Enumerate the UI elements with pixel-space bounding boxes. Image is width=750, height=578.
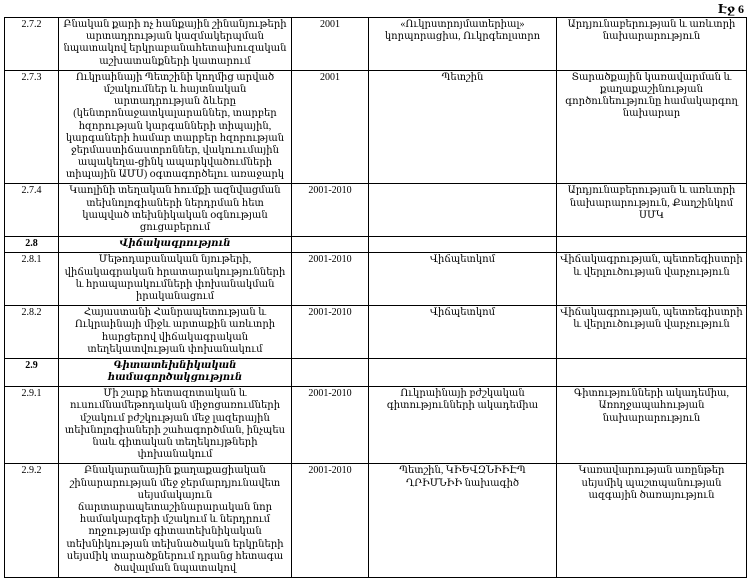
cell-org [369, 237, 557, 253]
cell-num: 2.8.1 [5, 253, 59, 306]
cell-num: 2.9.2 [5, 464, 59, 578]
cell-num: 2.7.3 [5, 70, 59, 184]
cell-year: 2001 [292, 18, 369, 71]
cell-year: 2001-2010 [292, 387, 369, 464]
section-row [5, 237, 747, 253]
cell-desc: Կաոլինի տեղական հումքի ազնվացման տեխնոլոգիաների ներդրման հետ կապված տեխնիկական օգնության ցուցաբերում [59, 184, 292, 237]
cell-resp: Արդյունաբերության և առևտրի նախարարություն [557, 18, 747, 71]
cell-org: Պետշին, ԿԻԵՎԶՆԻԻԷՊ ՂՐԻՄՆԻԻ նախագիծ [369, 464, 557, 578]
cell-desc: Ուկրաինայի Պետշինի կողմից արված մշակումներ և հայտնական արտադրության ձևերը (կենտրոնաջատկալարաններ, տարբեր հզորության կարգանների տիպային, կարգաների համար տարբեր հզորության ջերմաստիճաստրոններ, վակուումային ապակեղա-ցինկ ապարկվածումների տիպային ԱՄՍ) օգտագործելու առաջարկ [59, 70, 292, 184]
cell-year: 2001-2010 [292, 253, 369, 306]
cell-desc: Մեթոդաբանական նյութերի, վիճակագրական հրատարակությունների և հրապարակումների փոխանակման իրականացում [59, 253, 292, 306]
cell-resp: Արդյունաբերության և առևտրի նախարարություն, Քաղշինկոմ ՍՄԿ [557, 184, 747, 237]
table-row [5, 70, 747, 184]
cell-org: Վիճպետկոմ [369, 253, 557, 306]
table-row [5, 18, 747, 71]
table-row [5, 253, 747, 306]
program-table-body [5, 18, 747, 578]
cell-org: Վիճպետկոմ [369, 306, 557, 359]
cell-num: 2.7.2 [5, 18, 59, 71]
cell-org: «Ուկրստրոյմատերիալ» կորպորացիա, Ուկրգեոլստրո [369, 18, 557, 71]
page-number-label: Էջ 6 [718, 2, 744, 16]
cell-year: 2001 [292, 70, 369, 184]
cell-resp: Գիտությունների ակադեմիա, Առողջապահության նախարարություն [557, 387, 747, 464]
table-row [5, 306, 747, 359]
cell-org [369, 358, 557, 386]
cell-resp: Վիճակագրության, պետռեգիստրի և վերլուծության վարչություն [557, 253, 747, 306]
cell-desc: Բնակարանային քաղաքացիական շինարարության մեջ ջերմարդյունավետ սեյսմակայուն ճարտարապետաշինարարական նոր համակարգերի մշակում և ներդրում ողջությամբ գիտատեխնիկական տեխնիկության տեխնածական երկրների սեյսմիկ տարածքներում դրանց հետագա ծավալման նպատակով [59, 464, 292, 578]
cell-num: 2.9 [5, 358, 59, 386]
table-row [5, 184, 747, 237]
cell-resp: Տարածքային կառավարման և քաղաքաշինության գործունեությունը համակարգող նախարար [557, 70, 747, 184]
cell-year [292, 358, 369, 386]
program-table [4, 17, 747, 578]
cell-org [369, 184, 557, 237]
cell-desc: Բնական քարի ոչ հանքային շինանյութերի արտադրության կազմակերպման նպատակով երկրաբանահետախուզական աշխատանքների կատարում [59, 18, 292, 71]
cell-org: Պետշին [369, 70, 557, 184]
cell-year [292, 237, 369, 253]
cell-desc: Մի շարք հետազոտական և ուսումնամեթոդական միջոցառումների մշակում բժշկության մեջ լազերային տեխնոլոգիաների շահագործման, ինչպես նաև գիտական տեղեկույթների փոխանակում [59, 387, 292, 464]
table-row [5, 464, 747, 578]
cell-resp: Վիճակագրության, պետռեգիստրի և վերլուծության վարչություն [557, 306, 747, 359]
cell-year: 2001-2010 [292, 464, 369, 578]
cell-num: 2.8.2 [5, 306, 59, 359]
cell-num: 2.8 [5, 237, 59, 253]
table-row [5, 387, 747, 464]
cell-num: 2.7.4 [5, 184, 59, 237]
cell-year: 2001-2010 [292, 306, 369, 359]
cell-org: Ուկրաինայի բժշկական գիտությունների ակադեմիա [369, 387, 557, 464]
cell-resp [557, 358, 747, 386]
cell-desc: Գիտատեխնիկական համագործակցություն [59, 358, 292, 386]
cell-resp [557, 237, 747, 253]
section-row [5, 358, 747, 386]
cell-desc: Վիճակագրություն [59, 237, 292, 253]
cell-resp: Կառավարության առընթեր սեյսմիկ պաշտպանության ազգային ծառայություն [557, 464, 747, 578]
cell-desc: Հայաստանի Հանրապետության և Ուկրաինայի միջև արտաքին առևտրի հարցերով վիճակագրական տեղեկատվության փոխանակում [59, 306, 292, 359]
cell-year: 2001-2010 [292, 184, 369, 237]
cell-num: 2.9.1 [5, 387, 59, 464]
